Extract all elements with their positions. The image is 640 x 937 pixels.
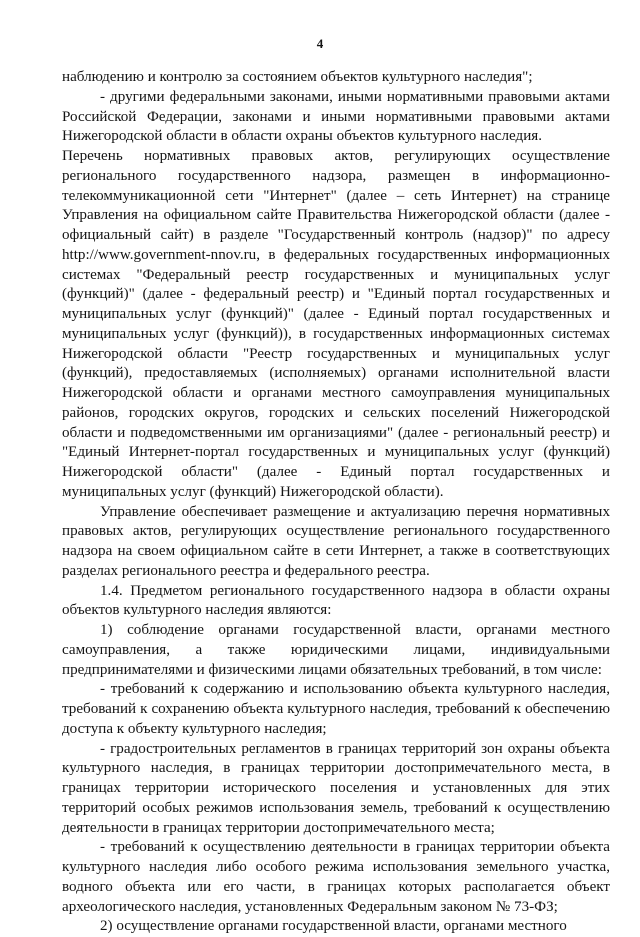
paragraph: - требований к осуществлению деятельности в границах территории объекта культурного наследия либо особого режима использования земельного участка, водного объекта или его части, в границах которых располагается объект археологического наследия, установленных Федеральным законом № 73-ФЗ;	[62, 839, 610, 915]
paragraph: 1.4. Предметом регионального государственного надзора в области охраны объектов культурного наследия являются:	[62, 582, 610, 619]
paragraph: - другими федеральными законами, иными нормативными правовыми актами Российской Федерации, законами и иными нормативными правовыми актами Нижегородской области в области охраны объектов культурного наследия.	[62, 88, 610, 145]
paragraph: 2) осуществление органами государственной власти, органами местного	[100, 918, 567, 935]
paragraph: - градостроительных регламентов в границах территорий зон охраны объекта культурного наследия, в границах территории достопримечательного места, в границах территории исторического поселения и установленных для этих территорий особых режимов использования земель, требований к осуществлению деятельности в границах территории достопримечательного места;	[62, 740, 610, 836]
page-number: 4	[316, 36, 324, 51]
paragraph: - требований к содержанию и использованию объекта культурного наследия, требований к сохранению объекта культурного наследия, требований к обеспечению доступа к объекту культурного наследия;	[62, 681, 610, 737]
paragraph: Управление обеспечивает размещение и актуализацию перечня нормативных правовых актов, регулирующих осуществление регионального государственного надзора на своем официальном сайте в сети Интернет, а также в соответствующих разделах регионального реестра и федерального реестра.	[62, 503, 610, 579]
paragraph: Перечень нормативных правовых актов, регулирующих осуществление регионального государственного надзора, размещен в информационно-телекоммуникационной сети "Интернет" (далее – сеть Интернет) на странице Управления на официальном сайте Правительства Нижегородской области (далее - официальный сайт) в разделе "Государственный контроль (надзор)" по адресу http://www.government-nnov.ru, в федеральных государственных информационных системах "Федеральный реестр государственных и муниципальных услуг (функций)" (далее - федеральный реестр) и "Единый портал государственных и муниципальных услуг (функций)" (далее - Единый портал государственных и муниципальных услуг (функций)), в государственных информационных системах Нижегородской области "Реестр государственных и муниципальных услуг (функций), предоставляемых (исполняемых) органами исполнительной власти Нижегородской области и органами местного самоуправления муниципальных районов, городских округов, городских и сельских поселений Нижегородской области и подведомственными им организациями" (далее - региональный реестр) и "Единый Интернет-портал государственных и муниципальных услуг (функций) Нижегородской области" (далее - Единый портал государственных и муниципальных услуг (функций) Нижегородской области).	[62, 148, 610, 500]
document-body	[62, 68, 610, 937]
paragraph: наблюдению и контролю за состоянием объектов культурного наследия";	[62, 69, 533, 85]
faint-scan-mark	[112, 893, 222, 903]
paragraph: 1) соблюдение органами государственной власти, органами местного самоуправления, а также юридическими лицами, индивидуальными предпринимателями и физическими лицами обязательных требований, в том числе:	[62, 622, 610, 678]
